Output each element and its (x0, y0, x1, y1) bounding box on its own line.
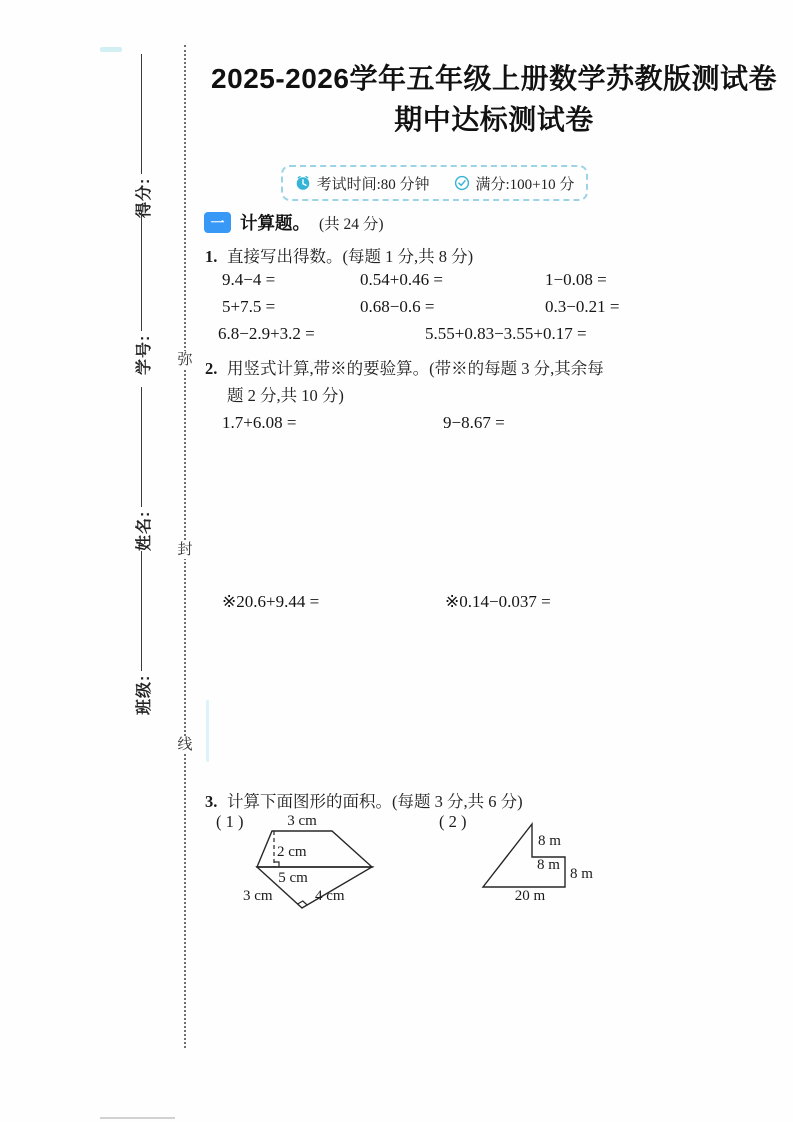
question-3-number: 3. (205, 792, 218, 811)
question-2 (205, 355, 790, 785)
dimension-label: 2 cm (277, 844, 307, 860)
figure-1-label: ( 1 ) (216, 812, 244, 831)
exam-info-box (281, 165, 588, 201)
question-1-number: 1. (205, 247, 218, 266)
starred-equation: ※0.14−0.037 = (445, 592, 551, 611)
check-circle-icon (454, 175, 470, 191)
dimension-label: 8 m (537, 857, 560, 873)
seal-blank-line (139, 387, 142, 507)
question-2-points-line2: 题 2 分,共 10 分) (227, 386, 344, 405)
paper-title (198, 58, 790, 140)
dimension-label: 3 cm (287, 813, 317, 829)
equation: 9−8.67 = (443, 413, 505, 432)
seal-field-score-label: 得分: (135, 177, 153, 218)
seal-field-name (131, 385, 153, 551)
full-score-item (454, 173, 575, 194)
seal-field-name-label: 姓名: (135, 510, 153, 551)
seal-field-class (131, 549, 153, 715)
paper-title-line2: 期中达标测试卷 (394, 104, 594, 135)
section-one-badge: 一 (204, 212, 231, 233)
seal-field-student-number-label: 学号: (135, 334, 153, 375)
exam-time-item (295, 173, 430, 194)
equation: 1.7+6.08 = (222, 413, 297, 432)
question-3 (205, 788, 790, 938)
question-2-points-line1: (带※的每题 3 分,其余每 (429, 359, 604, 378)
seal-blank-line (139, 551, 142, 671)
seal-field-score (131, 52, 153, 218)
dimension-label: 8 m (538, 833, 561, 849)
seal-blank-line (139, 54, 142, 174)
clock-icon (295, 175, 311, 191)
question-1-text: 直接写出得数。 (227, 247, 343, 266)
figure-1-trapezoid-triangle (230, 806, 400, 928)
seal-char-feng: 封 (177, 542, 193, 558)
equation: 5+7.5 = (222, 297, 276, 316)
section-one-title: 计算题。 (240, 213, 310, 233)
seal-char-xian: 线 (177, 737, 193, 753)
equation: 0.3−0.21 = (545, 297, 620, 316)
scan-artifact (100, 1117, 175, 1119)
question-3-points: (每题 3 分,共 6 分) (392, 792, 523, 811)
dimension-label: 3 cm (243, 888, 273, 904)
section-one-header (204, 210, 384, 235)
section-one-points: (共 24 分) (319, 215, 384, 233)
equation: 9.4−4 = (222, 270, 276, 289)
dimension-label: 8 m (570, 866, 593, 882)
paper-title-line1: 2025-2026学年五年级上册数学苏教版测试卷 (211, 63, 777, 94)
equation: 1−0.08 = (545, 270, 607, 289)
question-2-heading (205, 355, 790, 409)
full-score-text: 满分:100+10 分 (475, 176, 575, 193)
figure-2-label: ( 2 ) (439, 812, 467, 831)
exam-time-text: 考试时间:80 分钟 (316, 176, 430, 193)
equation: 0.68−0.6 = (360, 297, 435, 316)
seal-blank-line (139, 211, 142, 331)
dimension-label: 20 m (514, 888, 546, 904)
question-1-heading (205, 243, 790, 270)
figure-2-stepped-shape (460, 806, 605, 911)
equation: 5.55+0.83−3.55+0.17 = (425, 324, 587, 343)
seal-field-class-label: 班级: (135, 674, 153, 715)
seal-field-student-number (131, 209, 153, 375)
scan-artifact (100, 47, 122, 52)
seal-char-mi: 弥 (177, 352, 193, 368)
question-1-points: (每题 1 分,共 8 分) (342, 247, 474, 266)
equation: 6.8−2.9+3.2 = (218, 324, 315, 343)
question-2-text: 用竖式计算,带※的要验算。 (227, 359, 430, 378)
question-3-text: 计算下面图形的面积。 (227, 792, 392, 811)
question-1 (205, 243, 790, 353)
dimension-label: 5 cm (278, 870, 308, 886)
starred-equation: ※20.6+9.44 = (222, 592, 320, 611)
question-2-number: 2. (205, 359, 218, 378)
equation: 0.54+0.46 = (360, 270, 443, 289)
dimension-label: 4 cm (315, 888, 345, 904)
